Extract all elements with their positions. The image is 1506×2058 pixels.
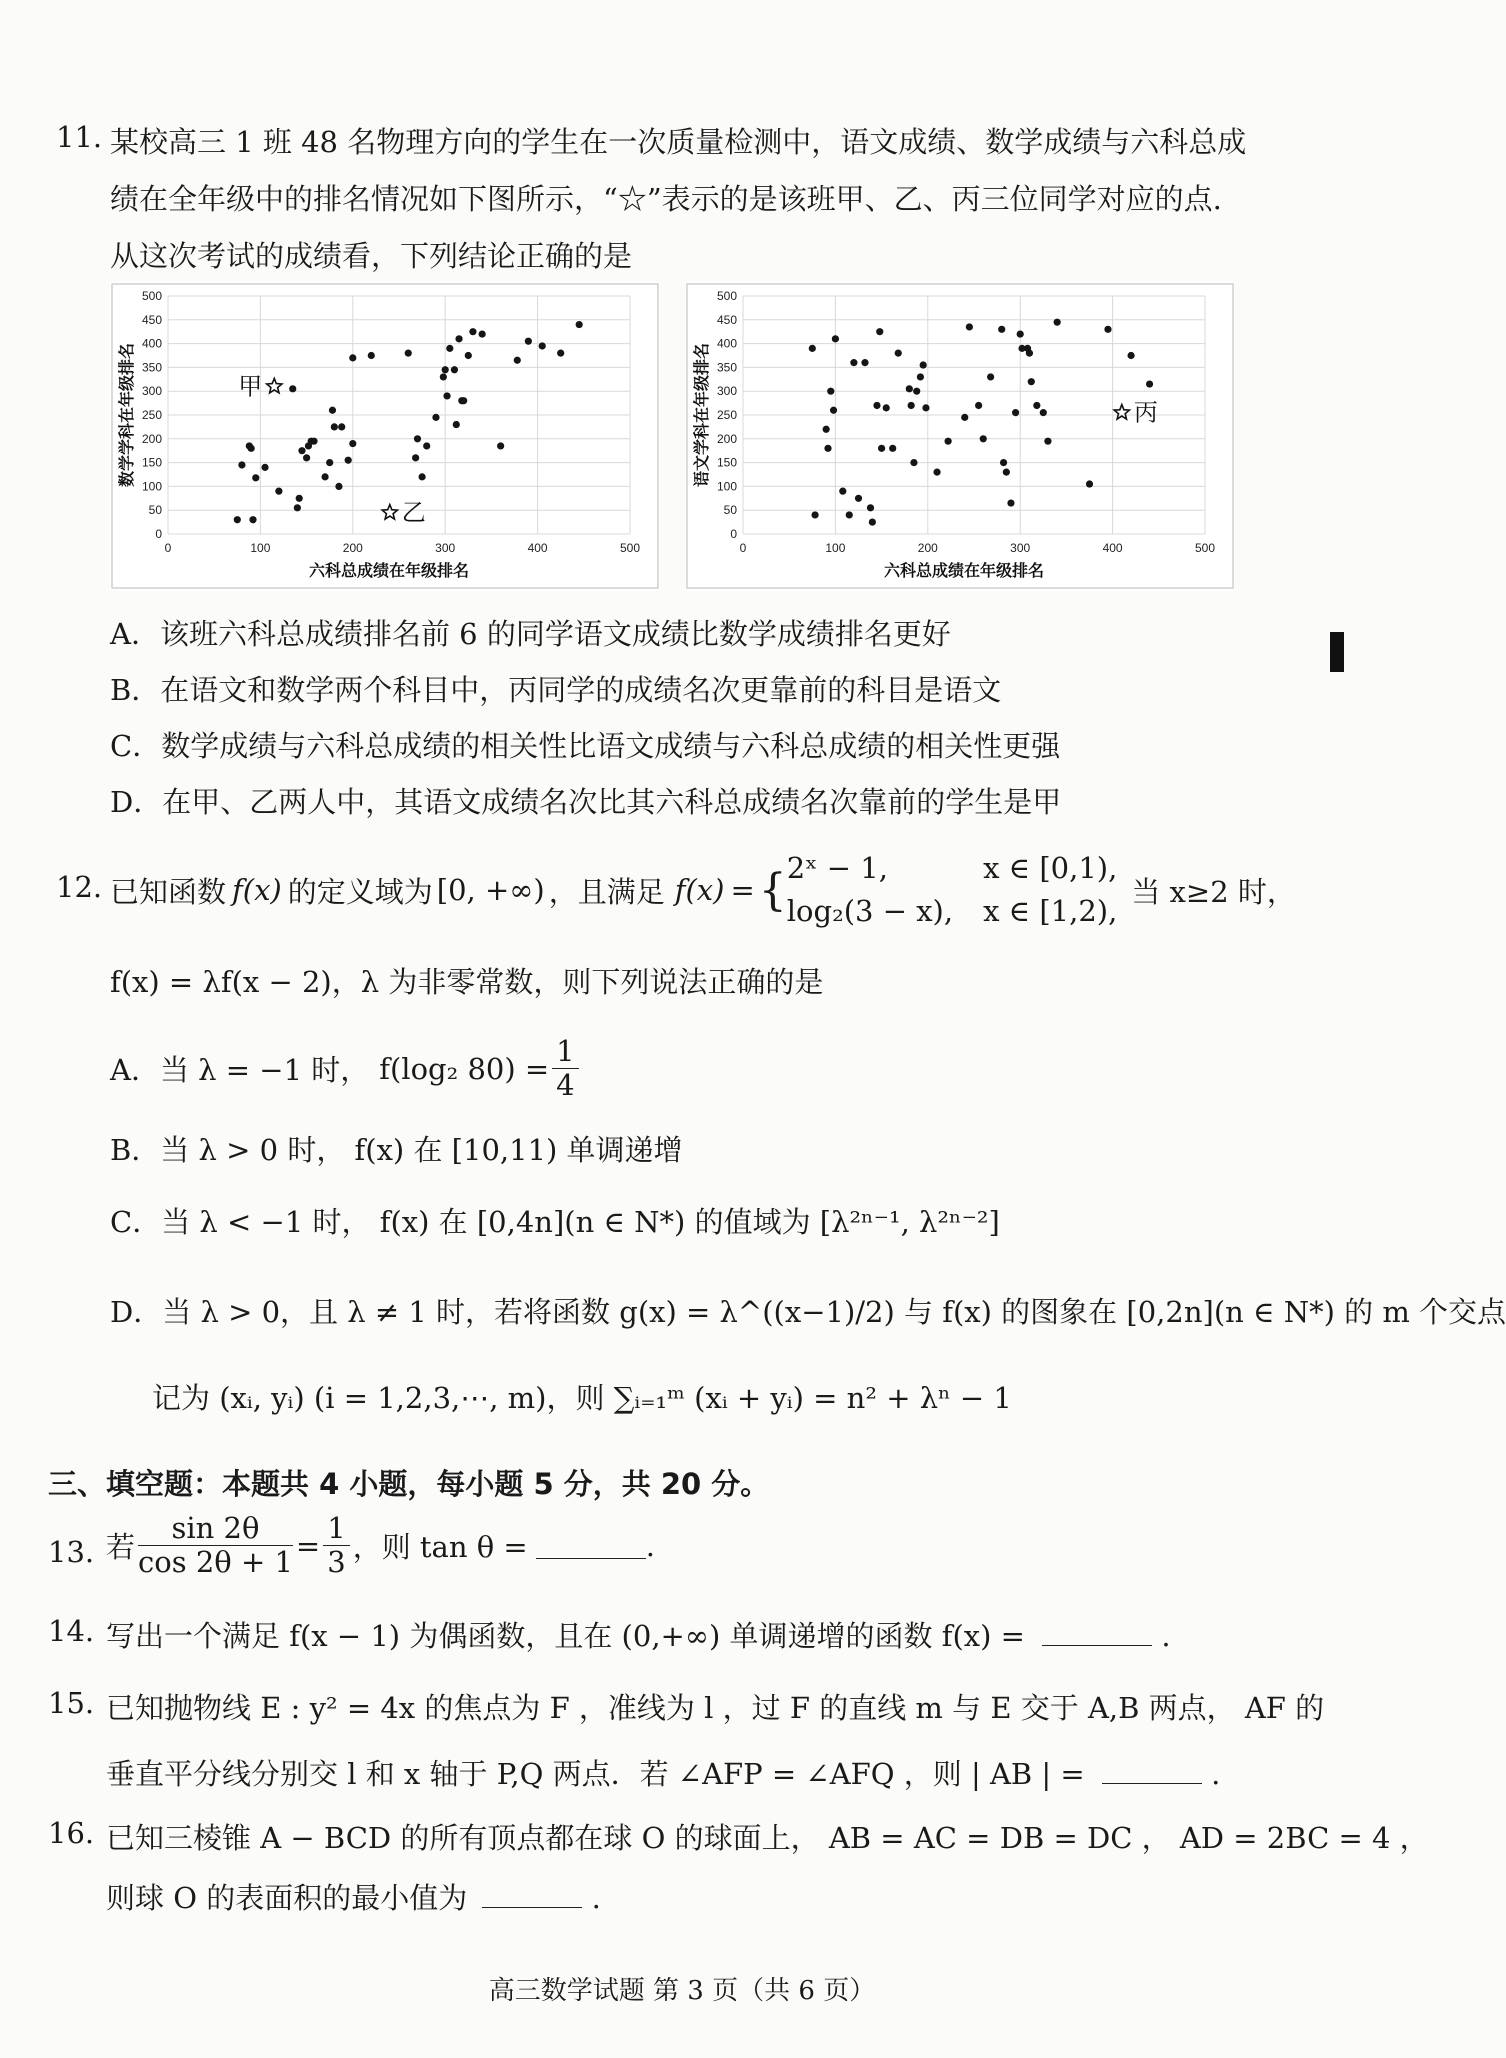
star-marker-icon (382, 505, 397, 519)
data-point (414, 435, 421, 442)
q12-when: 当 x≥2 时， (1131, 874, 1296, 909)
q12-number: 12. (56, 870, 103, 904)
chinese-rank-scatter-chart (685, 282, 1235, 590)
chart-frame (687, 284, 1233, 588)
data-point (497, 442, 504, 449)
q11-line3: 从这次考试的成绩看，下列结论正确的是 (110, 239, 633, 273)
x-axis-title: 六科总成绩在年级排名 (883, 563, 1045, 580)
q16-answer-blank[interactable] (482, 1881, 582, 1908)
data-point (405, 350, 412, 357)
y-tick-label: 0 (155, 527, 162, 541)
q12-line2: f(x) = λf(x − 2)，λ 为非零常数，则下列说法正确的是 (110, 965, 824, 999)
data-point (296, 495, 303, 502)
data-point (1017, 330, 1024, 337)
data-point (1007, 499, 1014, 506)
data-point (252, 474, 259, 481)
data-point (557, 350, 564, 357)
data-point (275, 488, 282, 495)
data-point (321, 473, 328, 480)
data-point (933, 469, 940, 476)
y-tick-label: 200 (141, 431, 162, 446)
q16-end: . (591, 1881, 601, 1915)
x-tick-label: 300 (435, 541, 456, 555)
highlight-label: 丙 (1133, 399, 1158, 427)
x-tick-label: 300 (1010, 541, 1031, 555)
data-point (423, 442, 430, 449)
math-rank-scatter-svg (110, 282, 660, 590)
chinese-rank-scatter-svg (685, 282, 1235, 590)
q12-satisfy: ，且满足 (548, 874, 665, 909)
data-point (975, 402, 982, 409)
x-tick-label: 0 (739, 541, 747, 555)
data-point (349, 354, 356, 361)
q13-post: ，则 tan θ = (352, 1530, 528, 1565)
q13-eq: = (295, 1528, 321, 1563)
q12-fx: f(x) (232, 873, 282, 907)
data-point (249, 516, 256, 523)
data-point (883, 404, 890, 411)
q12-piece2-cond: x ∈ [1,2), (983, 894, 1118, 928)
data-point (922, 404, 929, 411)
data-point (1003, 469, 1010, 476)
data-point (453, 421, 460, 428)
q13-pre: 若 (106, 1530, 136, 1565)
y-tick-label: 200 (716, 431, 737, 446)
data-point (861, 359, 868, 366)
data-point (987, 373, 994, 380)
x-tick-label: 100 (825, 541, 846, 555)
y-tick-label: 150 (716, 455, 737, 470)
q12-line1: 已知函数 f(x) 的定义域为 [0, +∞) ，且满足 f(x) = { 2ˣ − 1, log₂(3 − x), x ∈ [0,1), x ∈ [1,2), 当 x≥2 时， (110, 840, 1296, 940)
q12-piece2-expr: log₂(3 − x), (786, 894, 954, 928)
data-point (945, 438, 952, 445)
q13-rhs-num: 1 (323, 1512, 349, 1546)
data-point (920, 361, 927, 368)
highlight-label: 乙 (401, 499, 426, 527)
data-point (980, 435, 987, 442)
y-tick-label: 100 (141, 479, 162, 494)
y-tick-label: 50 (723, 503, 737, 518)
q11-line1: 某校高三 1 班 48 名物理方向的学生在一次质量检测中，语文成绩、数学成绩与六科总成 (110, 125, 1247, 159)
data-point (906, 385, 913, 392)
data-point (329, 407, 336, 414)
q12-option-a-pre: A．当 λ = −1 时， (110, 1053, 370, 1088)
x-tick-label: 200 (342, 541, 363, 555)
q12-option-a-fraction (552, 1035, 578, 1103)
y-axis-title: 数学学科在年级排名 (119, 342, 136, 488)
y-tick-label: 300 (716, 384, 737, 399)
data-point (1127, 352, 1134, 359)
data-point (412, 454, 419, 461)
data-point (525, 338, 532, 345)
data-point (460, 397, 467, 404)
q12-piece1-expr: 2ˣ − 1, (786, 850, 888, 885)
data-point (331, 423, 338, 430)
data-point (419, 473, 426, 480)
y-tick-label: 500 (716, 289, 737, 303)
data-point (294, 504, 301, 511)
section3-title: 三、填空题：本题共 4 小题，每小题 5 分，共 20 分。 (48, 1467, 770, 1501)
data-point (1104, 326, 1111, 333)
q13-end: . (645, 1528, 655, 1563)
data-point (913, 388, 920, 395)
data-point (889, 445, 896, 452)
q12-fx-2: f(x) (674, 873, 725, 907)
q12-piece1-cond: x ∈ [0,1), (983, 850, 1118, 885)
data-point (1086, 480, 1093, 487)
data-point (303, 454, 310, 461)
q13-answer-blank[interactable] (536, 1532, 646, 1559)
q14-number: 14. (48, 1614, 95, 1648)
q12-domain: [0, +∞) (436, 873, 545, 907)
q15-line2-wrap (106, 1752, 1220, 1793)
q13-rhs-den: 3 (327, 1545, 346, 1580)
x-tick-label: 0 (164, 541, 172, 555)
y-tick-label: 350 (141, 360, 162, 375)
data-point (465, 352, 472, 359)
data-point (966, 323, 973, 330)
data-point (1040, 409, 1047, 416)
x-tick-label: 200 (917, 541, 938, 555)
y-tick-label: 500 (141, 289, 162, 303)
data-point (811, 511, 818, 518)
q15-line1: 已知抛物线 E : y² = 4x 的焦点为 F ，准线为 l ，过 F 的直线 m 与 E 交于 A,B 两点， AF 的 (106, 1691, 1325, 1725)
q12-option-a-num: 1 (552, 1035, 578, 1069)
x-tick-label: 400 (527, 541, 548, 555)
q12-option-d-line2: 记为 (xᵢ, yᵢ) (i = 1,2,3,⋯, m)，则 ∑ᵢ₌₁ᵐ (xᵢ + yᵢ) = n² + λⁿ − 1 (152, 1381, 1012, 1415)
data-point (576, 321, 583, 328)
data-point (248, 445, 255, 452)
q11-number: 11. (56, 120, 103, 154)
data-point (1146, 380, 1153, 387)
data-point (261, 464, 268, 471)
q15-answer-blank[interactable] (1102, 1757, 1202, 1784)
data-point (809, 345, 816, 352)
data-point (895, 350, 902, 357)
data-point (1026, 350, 1033, 357)
q12-option-a (110, 1035, 582, 1103)
data-point (1044, 438, 1051, 445)
data-point (839, 488, 846, 495)
q16-line2: 则球 O 的表面积的最小值为 (106, 1881, 468, 1915)
q11-option-b: B．在语文和数学两个科目中，丙同学的成绩名次更靠前的科目是语文 (110, 673, 1002, 707)
data-point (878, 445, 885, 452)
y-tick-label: 300 (141, 384, 162, 399)
y-tick-label: 50 (148, 503, 162, 518)
chart-frame (112, 284, 658, 588)
margin-marker (1330, 632, 1344, 672)
data-point (443, 392, 450, 399)
data-point (846, 511, 853, 518)
data-point (1033, 402, 1040, 409)
data-point (335, 483, 342, 490)
data-point (1028, 378, 1035, 385)
q13-lhs-num: sin 2θ (138, 1512, 293, 1546)
data-point (873, 402, 880, 409)
page-footer: 高三数学试题 第 3 页（共 6 页） (488, 1976, 876, 2006)
math-rank-scatter-chart (110, 282, 660, 590)
data-point (440, 373, 447, 380)
data-point (451, 366, 458, 373)
y-tick-label: 450 (141, 312, 162, 327)
data-point (310, 438, 317, 445)
q13-line (106, 1512, 655, 1580)
data-point (298, 447, 305, 454)
x-tick-label: 500 (619, 541, 641, 555)
x-tick-label: 500 (1194, 541, 1216, 555)
q13-number: 13. (48, 1535, 95, 1569)
data-point (469, 328, 476, 335)
data-point (234, 516, 241, 523)
data-point (349, 440, 356, 447)
data-point (961, 414, 968, 421)
q11-option-a: A．该班六科总成绩排名前 6 的同学语文成绩比数学成绩排名更好 (110, 617, 951, 651)
data-point (910, 459, 917, 466)
q15-number: 15. (48, 1686, 95, 1720)
q12-domain-text: 的定义域为 (287, 874, 433, 909)
data-point (326, 459, 333, 466)
data-point (345, 457, 352, 464)
x-axis-title: 六科总成绩在年级排名 (308, 563, 470, 580)
x-tick-label: 400 (1102, 541, 1123, 555)
q15-end: . (1211, 1757, 1221, 1791)
y-tick-label: 250 (141, 408, 162, 422)
y-axis-title: 语文学科在年级排名 (694, 342, 711, 488)
data-point (869, 519, 876, 526)
data-point (1012, 409, 1019, 416)
q12-option-c: C．当 λ < −1 时， f(x) 在 [0,4n](n ∈ N*) 的值域为 [λ²ⁿ⁻¹, λ²ⁿ⁻²] (110, 1205, 1000, 1239)
y-tick-label: 250 (716, 408, 737, 422)
y-tick-label: 400 (716, 336, 737, 351)
y-tick-label: 100 (716, 479, 737, 494)
highlight-label: 甲 (238, 373, 263, 401)
q13-rhs-fraction (323, 1512, 349, 1580)
q11-option-d: D．在甲、乙两人中，其语文成绩名次比其六科总成绩名次靠前的学生是甲 (110, 785, 1062, 819)
q12-brace-icon: { (758, 864, 787, 916)
q14-end: . (1161, 1619, 1171, 1653)
data-point (338, 423, 345, 430)
q16-line1: 已知三棱锥 A − BCD 的所有顶点都在球 O 的球面上， AB = AC = DB = DC ， AD = 2BC = 4 ， (106, 1821, 1429, 1855)
y-tick-label: 0 (730, 527, 737, 541)
x-tick-label: 100 (250, 541, 271, 555)
data-point (1000, 459, 1007, 466)
q13-lhs-den: cos 2θ + 1 (138, 1545, 293, 1580)
q12-piece-conds (983, 847, 1117, 934)
q14-text: 写出一个满足 f(x − 1) 为偶函数，且在 (0,+∞) 单调递增的函数 f(x) = (106, 1619, 1025, 1653)
q13-lhs-fraction (138, 1512, 293, 1580)
q12-option-d-line1: D．当 λ > 0，且 λ ≠ 1 时，若将函数 g(x) = λ^((x−1)/2) 与 f(x) 的图象在 [0,2n](n ∈ N*) 的 m 个交点 (110, 1295, 1506, 1329)
data-point (827, 388, 834, 395)
data-point (832, 335, 839, 342)
data-point (289, 385, 296, 392)
q16-line2-wrap (106, 1876, 601, 1917)
q11-line2: 绩在全年级中的排名情况如下图所示，“☆”表示的是该班甲、乙、丙三位同学对应的点. (110, 182, 1222, 216)
data-point (1054, 319, 1061, 326)
y-tick-label: 400 (141, 336, 162, 351)
q14-line (106, 1614, 1171, 1655)
data-point (479, 330, 486, 337)
q14-answer-blank[interactable] (1042, 1619, 1152, 1646)
q16-number: 16. (48, 1816, 95, 1850)
data-point (455, 335, 462, 342)
data-point (876, 328, 883, 335)
q15-line2: 垂直平分线分别交 l 和 x 轴于 P,Q 两点．若 ∠AFP = ∠AFQ ，则 | AB | = (106, 1757, 1085, 1791)
q12-option-a-den: 4 (556, 1068, 575, 1103)
y-tick-label: 150 (141, 455, 162, 470)
q12-option-a-expr: f(log₂ 80) = (379, 1051, 550, 1086)
data-point (368, 352, 375, 359)
data-point (998, 326, 1005, 333)
data-point (442, 366, 449, 373)
data-point (446, 345, 453, 352)
data-point (867, 504, 874, 511)
data-point (514, 357, 521, 364)
data-point (824, 445, 831, 452)
data-point (432, 414, 439, 421)
y-tick-label: 450 (716, 312, 737, 327)
q12-piece-exprs (787, 847, 953, 934)
data-point (830, 407, 837, 414)
data-point (823, 426, 830, 433)
q11-option-c: C．数学成绩与六科总成绩的相关性比语文成绩与六科总成绩的相关性更强 (110, 729, 1061, 763)
star-marker-icon (1114, 405, 1129, 420)
data-point (855, 495, 862, 502)
data-point (539, 342, 546, 349)
q12-option-b: B．当 λ > 0 时， f(x) 在 [10,11) 单调递增 (110, 1133, 683, 1167)
data-point (917, 373, 924, 380)
data-point (238, 461, 245, 468)
q12-intro: 已知函数 (110, 874, 227, 909)
y-tick-label: 350 (716, 360, 737, 375)
data-point (850, 359, 857, 366)
data-point (908, 402, 915, 409)
